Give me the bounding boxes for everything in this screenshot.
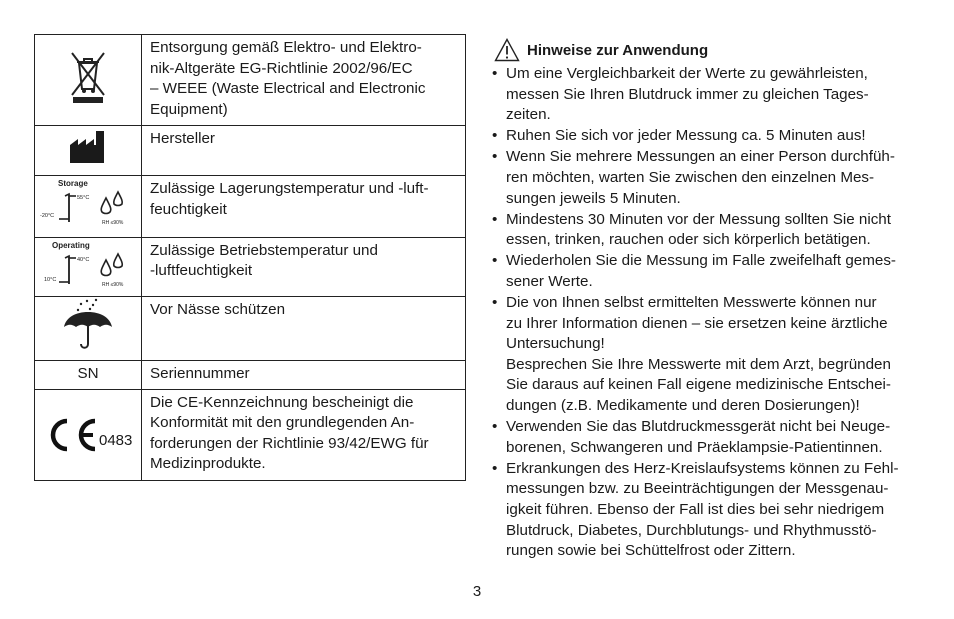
serial-number-symbol: SN	[77, 365, 99, 383]
weee-cell	[35, 35, 142, 126]
symbol-row-operating	[35, 237, 466, 297]
instructions-title: Hinweise zur Anwendung	[527, 42, 709, 59]
text-line: zeiten.	[506, 106, 551, 124]
text-line: ren möchten, warten Sie zwischen den einzelnen Mes-	[506, 168, 875, 186]
text-line: Blutdruck, Diabetes, Durchblutungs- und Rhythmusstö-	[506, 521, 877, 539]
list-item	[490, 147, 930, 209]
bullet-icon: •	[492, 252, 498, 270]
text-line: Equipment)	[150, 100, 228, 118]
text-line: Medizinprodukte.	[150, 455, 266, 472]
text-line: essen, trinken, rauchen oder sich körperlich betätigen.	[506, 231, 871, 249]
usage-instructions	[490, 38, 930, 562]
text-line: messen Sie Ihren Blutdruck immer zu gleichen Tages-	[506, 85, 869, 103]
ce-cell	[35, 389, 142, 480]
list-item	[490, 210, 930, 251]
text-line: Hersteller	[150, 130, 215, 147]
manufacturer-cell	[35, 126, 142, 176]
storage-cell	[35, 176, 142, 238]
serial-number-cell	[35, 360, 142, 389]
text-line: Erkrankungen des Herz-Kreislaufsystems können zu Fehl-	[506, 459, 899, 477]
weee-crossed-bin-icon	[68, 49, 108, 105]
text-line: feuchtigkeit	[150, 200, 227, 218]
storage-temp-low: -20°C	[40, 213, 55, 219]
symbol-row-manufacturer	[35, 126, 466, 176]
text-line: Untersuchung!	[506, 335, 605, 353]
text-line: Um eine Vergleichbarkeit der Werte zu gewährleisten,	[506, 65, 868, 82]
operating-temp-high: 40°C	[77, 256, 90, 263]
text-line: Wiederholen Sie die Messung im Falle zweifelhaft gemes-	[506, 252, 896, 270]
list-item	[490, 126, 930, 147]
bullet-icon: •	[492, 148, 498, 166]
bullet-icon: •	[492, 210, 498, 228]
list-item	[490, 459, 930, 562]
bullet-icon: •	[492, 294, 498, 312]
keep-dry-umbrella-icon	[61, 297, 115, 353]
weee-description	[142, 35, 466, 126]
list-item	[490, 251, 930, 292]
manufacturer-factory-icon	[68, 129, 108, 165]
text-line: Zulässige Betriebstemperatur und	[150, 241, 378, 259]
text-line: dungen (z.B. Medikamente und deren Dosierungen)!	[506, 397, 860, 414]
text-line: Die CE-Kennzeichnung bescheinigt die	[150, 393, 414, 411]
text-line: sungen jeweils 5 Minuten.	[506, 189, 681, 207]
text-line: Die von Ihnen selbst ermittelten Messwerte können nur	[506, 294, 877, 312]
text-line: Mindestens 30 Minuten vor der Messung sollten Sie nicht	[506, 210, 891, 228]
manufacturer-description	[142, 126, 466, 176]
bullet-icon: •	[492, 127, 498, 145]
text-line: Seriennummer	[150, 364, 250, 382]
operating-title: Operating	[52, 240, 90, 250]
text-line: -luftfeuchtigkeit	[150, 262, 253, 279]
text-line: igkeit führen. Ebenso der Fall ist dies bei sehr niedrigem	[506, 500, 885, 518]
symbol-row-weee	[35, 35, 466, 126]
text-line: sener Werte.	[506, 272, 593, 290]
storage-rh: RH ≤90%	[102, 220, 124, 226]
operating-rh: RH ≤90%	[102, 281, 124, 288]
storage-description	[142, 176, 466, 238]
text-line: messungen bzw. zu Beeinträchtigungen der Messgenau-	[506, 480, 889, 498]
bullet-icon: •	[492, 459, 498, 477]
text-line: Entsorgung gemäß Elektro- und Elektro-	[150, 39, 422, 56]
text-line: Wenn Sie mehrere Messungen an einer Person durchfüh-	[506, 148, 895, 166]
warning-triangle-icon	[494, 38, 520, 62]
text-line: Sie daraus auf keinen Fall eigene medizinische Entschei-	[506, 376, 891, 394]
ce-notified-body-number: 0483	[99, 431, 133, 449]
list-item	[490, 293, 930, 417]
keep-dry-cell	[35, 297, 142, 361]
page-number: 3	[472, 583, 482, 600]
text-line: Verwenden Sie das Blutdruckmessgerät nicht bei Neuge-	[506, 418, 891, 436]
text-line: rungen sowie bei Schüttelfrost oder Zittern.	[506, 542, 796, 560]
symbol-row-storage	[35, 176, 466, 238]
storage-temp-high: 55°C	[77, 195, 90, 201]
instructions-list	[490, 64, 930, 562]
operating-temp-low: 10°C	[44, 276, 57, 283]
text-line: Ruhen Sie sich vor jeder Messung ca. 5 Minuten aus!	[506, 127, 866, 145]
operating-description	[142, 237, 466, 297]
list-item	[490, 417, 930, 458]
text-line: borenen, Schwangeren und Präeklampsie-Patientinnen.	[506, 438, 883, 456]
symbol-row-ce	[35, 389, 466, 480]
instructions-heading	[490, 38, 930, 64]
list-item	[490, 64, 930, 126]
symbols-table	[34, 34, 466, 481]
bullet-icon: •	[492, 65, 498, 82]
text-line: Konformität mit den grundlegenden An-	[150, 414, 415, 431]
text-line: Zulässige Lagerungstemperatur und -luft-	[150, 180, 429, 197]
text-line: Vor Nässe schützen	[150, 301, 286, 318]
text-line: – WEEE (Waste Electrical and Electronic	[150, 80, 426, 97]
text-line: Besprechen Sie Ihre Messwerte mit dem Arzt, begründen	[506, 355, 891, 373]
symbol-row-serial	[35, 360, 466, 389]
operating-temperature-humidity-icon	[38, 238, 138, 290]
keep-dry-description	[142, 297, 466, 361]
ce-mark-icon	[42, 417, 100, 453]
serial-number-description	[142, 360, 466, 389]
bullet-icon: •	[492, 418, 498, 436]
ce-description	[142, 389, 466, 480]
operating-cell	[35, 237, 142, 297]
storage-title: Storage	[58, 179, 88, 188]
symbol-row-keep-dry	[35, 297, 466, 361]
text-line: nik-Altgeräte EG-Richtlinie 2002/96/EC	[150, 59, 413, 77]
text-line: forderungen der Richtlinie 93/42/EWG für	[150, 434, 429, 452]
text-line: zu Ihrer Information dienen – sie ersetzen keine ärztliche	[506, 314, 888, 332]
storage-temperature-humidity-icon	[38, 176, 138, 230]
